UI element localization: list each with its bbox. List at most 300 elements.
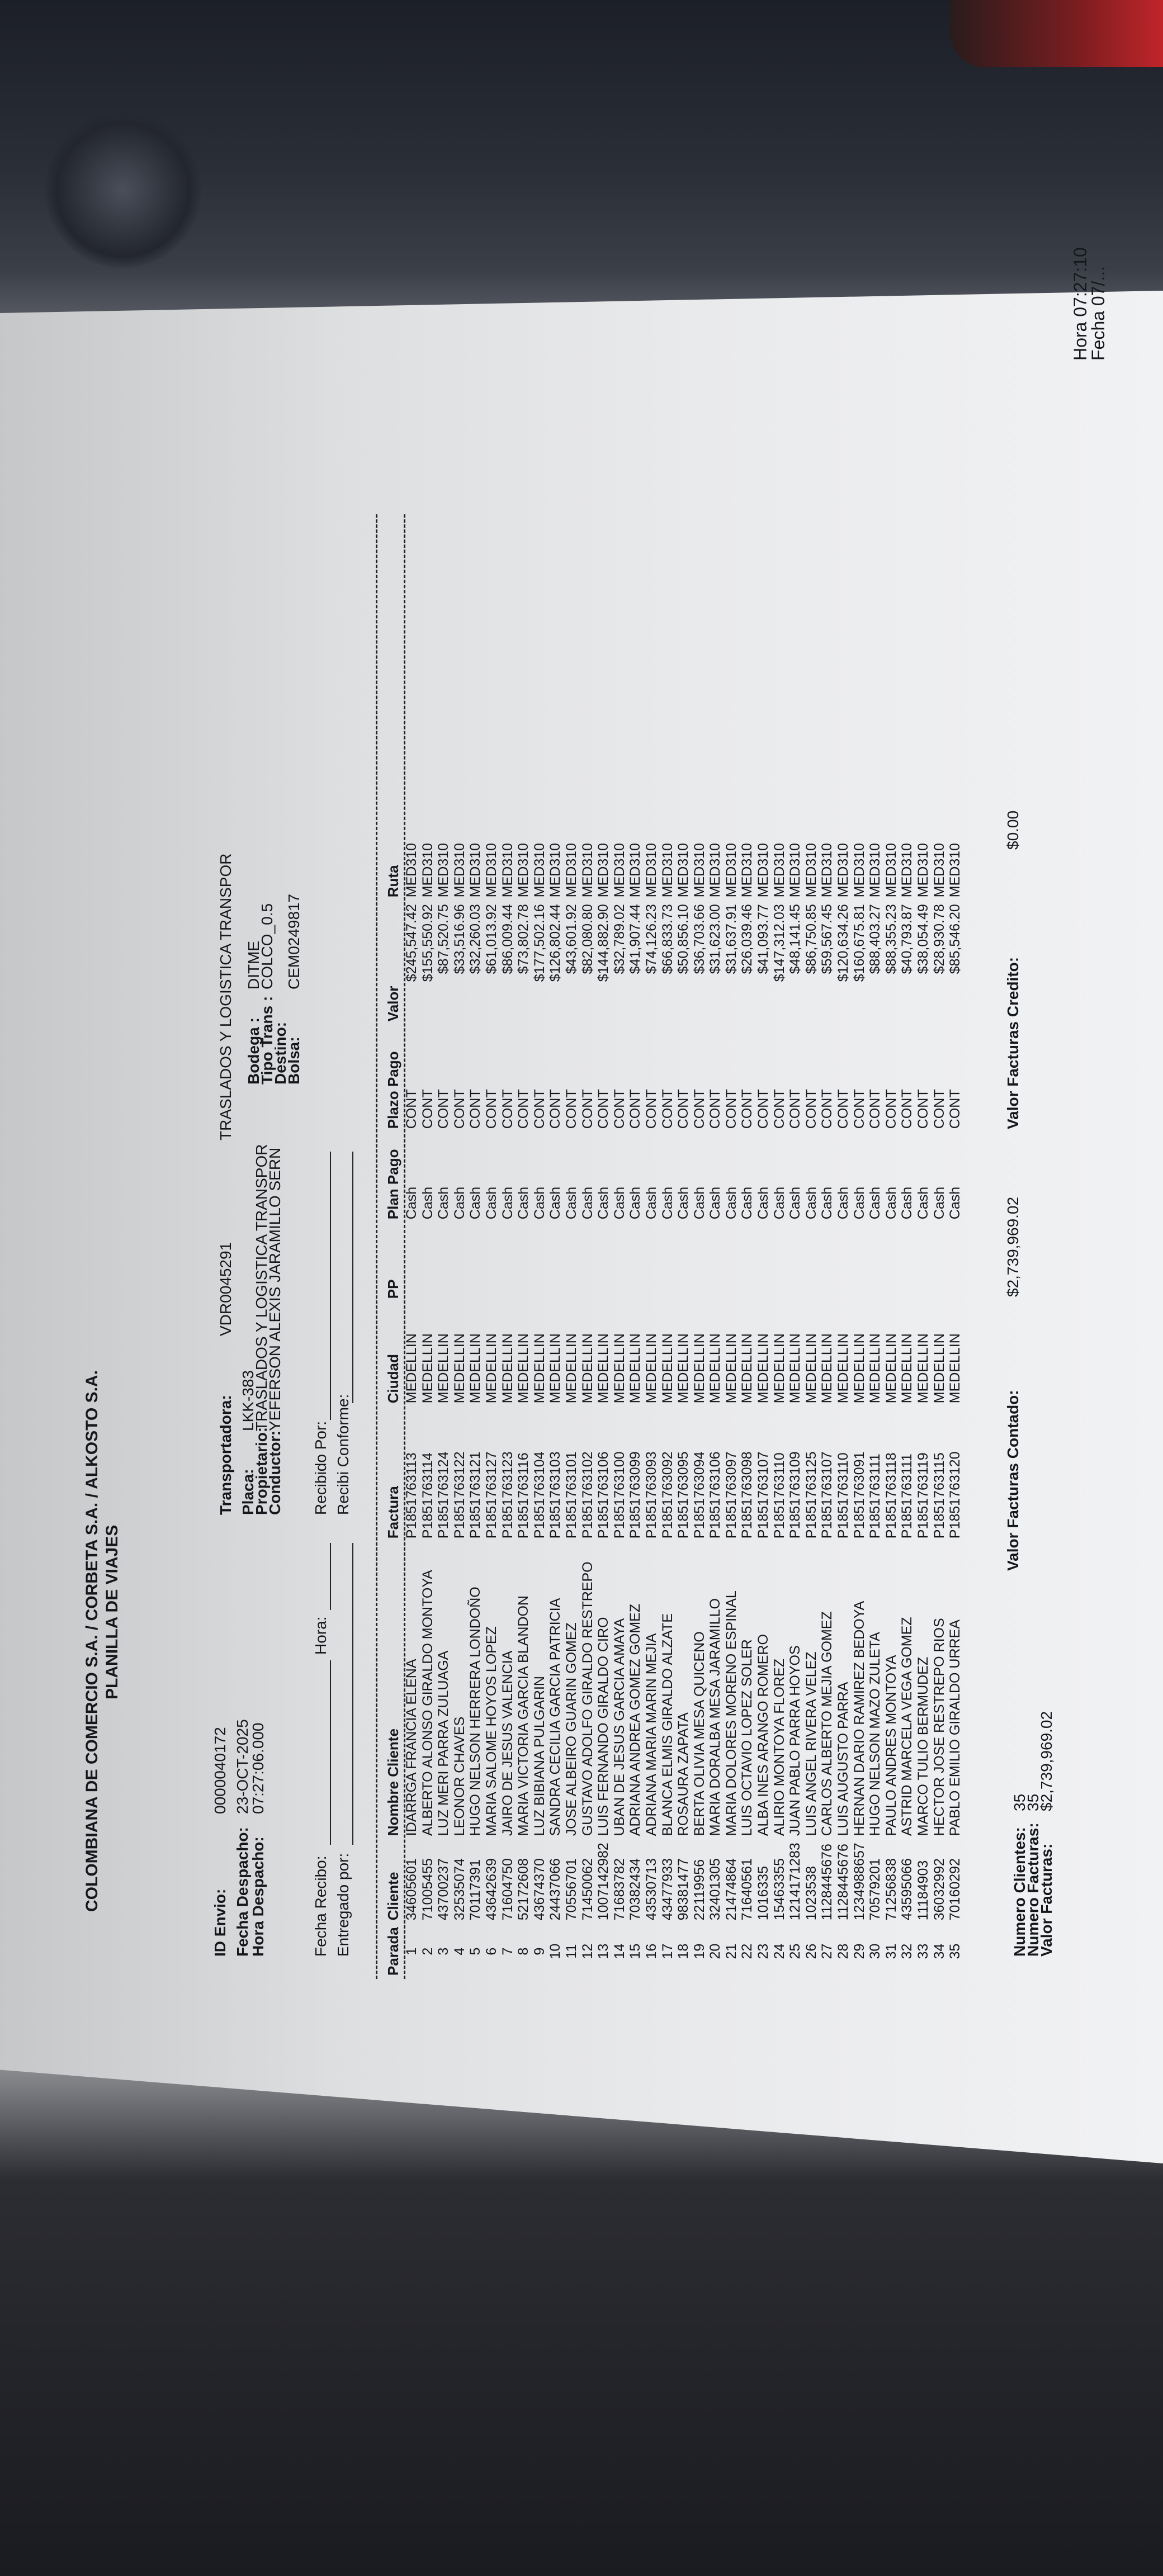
cell-plan-pago: Cash <box>467 1186 484 1220</box>
cell-pp <box>420 1223 436 1302</box>
table-row <box>467 816 484 1979</box>
cell-plazo-pago: CONT <box>563 1089 579 1129</box>
fecha-despacho-value: 23-OCT-2025 <box>234 1719 251 1814</box>
cell-pp <box>547 1223 564 1302</box>
cell-plazo-pago: CONT <box>883 1089 899 1129</box>
cell-ruta: MED310 <box>547 842 564 898</box>
cell-ciudad: MEDELLIN <box>883 1333 899 1404</box>
cell-nombre-cliente: CARLOS ALBERTO MEJIA GOMEZ <box>819 1611 835 1836</box>
column-header-factura: Factura <box>384 1486 401 1539</box>
cell-plazo-pago: CONT <box>803 1089 819 1129</box>
cell-cliente: 1016335 <box>755 1865 772 1921</box>
table-row <box>547 816 564 1979</box>
cell-ruta: MED310 <box>643 842 659 898</box>
cell-valor: $66,833.73 <box>659 904 675 974</box>
cell-pp <box>436 1223 452 1302</box>
cell-ruta: MED310 <box>531 842 547 898</box>
table-row <box>739 816 755 1979</box>
cell-plan-pago: Cash <box>404 1186 419 1220</box>
cell-cliente: 70160292 <box>947 1858 963 1921</box>
invoice-table <box>385 816 963 1979</box>
cell-pp <box>595 1223 612 1302</box>
cell-parada: 16 <box>643 1943 659 1959</box>
cell-parada: 5 <box>467 1947 484 1955</box>
cell-plan-pago: Cash <box>419 1186 436 1220</box>
cell-nombre-cliente: MARIA VICTORIA GARCIA BLANDON <box>516 1595 532 1836</box>
cell-pp <box>612 1223 628 1302</box>
cell-parada: 28 <box>835 1943 852 1959</box>
cell-plazo-pago: CONT <box>755 1089 772 1129</box>
cell-cliente: 15463355 <box>771 1858 787 1921</box>
cell-pp <box>660 1223 676 1302</box>
cell-factura: P1851763118 <box>883 1452 899 1539</box>
table-row <box>932 816 948 1979</box>
cell-nombre-cliente: MARIA DORALBA MESA JARAMILLO <box>707 1598 724 1836</box>
cell-plazo-pago: CONT <box>451 1089 467 1129</box>
cell-pp <box>724 1223 740 1302</box>
cell-parada: 24 <box>771 1943 787 1959</box>
cell-parada: 3 <box>436 1947 452 1955</box>
cell-pp <box>772 1223 788 1302</box>
cell-ciudad: MEDELLIN <box>947 1333 963 1404</box>
cell-nombre-cliente: HUGO NELSON MAZO ZULETA <box>867 1632 883 1836</box>
cell-ruta: MED310 <box>883 842 899 898</box>
cell-factura: P1851763107 <box>819 1451 835 1539</box>
destino-label: Destino: <box>272 1022 289 1085</box>
cell-ruta: MED310 <box>739 842 755 898</box>
cell-factura: P1851763109 <box>787 1451 803 1539</box>
cell-valor: $36,703.66 <box>691 904 707 974</box>
transportadora-code: VDR0045291 <box>217 1242 234 1336</box>
cell-plan-pago: Cash <box>931 1186 947 1220</box>
cell-parada: 33 <box>915 1943 931 1959</box>
cell-ciudad: MEDELLIN <box>723 1333 739 1404</box>
cell-ciudad: MEDELLIN <box>516 1333 532 1404</box>
cell-nombre-cliente: LUIS FERNANDO GIRALDO CIRO <box>595 1617 612 1836</box>
cell-valor: $87,520.75 <box>436 904 452 974</box>
cell-cliente: 11184903 <box>915 1860 931 1921</box>
cell-plazo-pago: CONT <box>707 1089 724 1129</box>
cell-plazo-pago: CONT <box>739 1089 755 1129</box>
cell-plan-pago: Cash <box>659 1186 675 1220</box>
cell-parada: 27 <box>819 1943 835 1959</box>
cell-nombre-cliente: LUIS AUGUSTO PARRA <box>835 1682 852 1836</box>
cell-ruta: MED310 <box>803 842 819 898</box>
column-header-parada: Parada <box>384 1927 401 1976</box>
cell-plan-pago: Cash <box>947 1186 963 1220</box>
cell-plan-pago: Cash <box>819 1186 835 1220</box>
cell-factura: P1851763095 <box>675 1451 692 1539</box>
cell-plazo-pago: CONT <box>787 1089 803 1129</box>
cell-pp <box>883 1223 900 1302</box>
cell-nombre-cliente: ALBERTO ALONSO GIRALDO MONTOYA <box>419 1570 436 1836</box>
cell-nombre-cliente: ADRIANA MARIA MARIN MEJIA <box>643 1633 659 1836</box>
cell-valor: $147,312.03 <box>771 904 787 982</box>
cell-plazo-pago: CONT <box>547 1089 564 1129</box>
cell-factura: P1851763104 <box>531 1451 547 1539</box>
cell-parada: 22 <box>739 1943 755 1959</box>
cell-pp <box>516 1223 532 1302</box>
cell-factura: P1851763091 <box>851 1451 867 1539</box>
transportadora-name: TRASLADOS Y LOGISTICA TRANSPOR <box>217 853 234 1140</box>
cell-ruta: MED310 <box>723 842 739 898</box>
cell-plazo-pago: CONT <box>867 1089 883 1129</box>
cell-nombre-cliente: SANDRA CECILIA GARCIA PATRICIA <box>547 1598 564 1836</box>
cell-parada: 35 <box>947 1943 963 1959</box>
table-row <box>947 816 963 1979</box>
cell-cliente: 71450062 <box>579 1858 595 1921</box>
cell-plazo-pago: CONT <box>771 1089 787 1129</box>
table-row <box>532 816 548 1979</box>
cell-cliente: 43674370 <box>531 1858 547 1921</box>
cell-valor: $33,516.96 <box>451 904 467 974</box>
cell-ruta: MED310 <box>563 842 579 898</box>
cell-plazo-pago: CONT <box>851 1089 867 1129</box>
cell-valor: $38,054.49 <box>915 904 931 974</box>
cell-cliente: 36032992 <box>931 1858 947 1921</box>
table-row <box>452 816 468 1979</box>
cell-parada: 11 <box>563 1944 579 1959</box>
cell-parada: 10 <box>547 1943 564 1959</box>
cell-valor: $126,802.44 <box>547 904 564 982</box>
cell-plazo-pago: CONT <box>819 1089 835 1129</box>
bolsa-value: CEM0249817 <box>285 893 302 989</box>
cell-nombre-cliente: UBAN DE JESUS GARCIA AMAYA <box>611 1618 627 1836</box>
cell-cliente: 1214171283 <box>787 1843 803 1921</box>
cell-valor: $41,907.44 <box>627 904 644 974</box>
cell-plan-pago: Cash <box>675 1186 692 1220</box>
cell-plan-pago: Cash <box>436 1186 452 1220</box>
cell-nombre-cliente: MARIA SALOME HOYOS LOPEZ <box>483 1626 499 1836</box>
cell-plan-pago: Cash <box>899 1186 915 1220</box>
cell-nombre-cliente: ALIRIO MONTOYA FLOREZ <box>771 1659 787 1836</box>
credito-label: Valor Facturas Credito: <box>1004 956 1022 1129</box>
cell-valor: $86,750.85 <box>803 904 819 974</box>
cell-ruta: MED310 <box>579 842 595 898</box>
cell-ciudad: MEDELLIN <box>436 1333 452 1404</box>
table-row <box>595 816 612 1979</box>
cell-ruta: MED310 <box>659 842 675 898</box>
cell-ciudad: MEDELLIN <box>483 1333 499 1404</box>
cell-parada: 34 <box>931 1943 947 1959</box>
cell-ciudad: MEDELLIN <box>915 1333 931 1404</box>
cell-pp <box>532 1223 548 1302</box>
cell-cliente: 1023538 <box>803 1865 819 1921</box>
id-envio-value: 0000040172 <box>211 1727 229 1814</box>
background-object-red <box>951 0 1163 67</box>
table-row <box>772 816 788 1979</box>
cell-parada: 14 <box>611 1943 627 1959</box>
table-row <box>899 816 915 1979</box>
cell-factura: P1851763111 <box>899 1453 915 1539</box>
cell-valor: $85,546.20 <box>947 904 963 974</box>
hora-despacho-label: Hora Despacho: <box>249 1836 267 1957</box>
cell-factura: P1851763093 <box>643 1451 659 1539</box>
cell-ruta: MED310 <box>787 842 803 898</box>
bodega-value: DITME <box>245 940 262 989</box>
cell-valor: $245,547.42 <box>404 904 419 982</box>
cell-factura: P1851763097 <box>723 1451 739 1539</box>
cell-ciudad: MEDELLIN <box>404 1333 419 1404</box>
cell-factura: P1851763103 <box>547 1451 564 1539</box>
cell-cliente: 70556701 <box>563 1858 579 1921</box>
cell-factura: P1851763106 <box>595 1451 612 1539</box>
cell-parada: 20 <box>707 1943 724 1959</box>
cell-pp <box>707 1223 724 1302</box>
cell-plazo-pago: CONT <box>611 1089 627 1129</box>
cell-ciudad: MEDELLIN <box>627 1333 644 1404</box>
cell-valor: $41,093.77 <box>755 904 772 974</box>
cell-ruta: MED310 <box>595 842 612 898</box>
cell-parada: 25 <box>787 1943 803 1959</box>
cell-parada: 6 <box>483 1947 499 1955</box>
cell-factura: P1851763121 <box>467 1451 484 1539</box>
cell-valor: $32,260.03 <box>467 904 484 974</box>
cell-cliente: 71256838 <box>883 1858 899 1921</box>
cell-nombre-cliente: BLANCA ELMIS GIRALDO ALZATE <box>659 1613 675 1836</box>
cell-nombre-cliente: HECTOR JOSE RESTREPO RIOS <box>931 1618 947 1836</box>
cell-factura: P1851763127 <box>483 1451 499 1539</box>
cell-factura: P1851763101 <box>563 1451 579 1539</box>
cell-ciudad: MEDELLIN <box>499 1333 516 1404</box>
cell-ciudad: MEDELLIN <box>419 1333 436 1404</box>
cell-pp <box>852 1223 868 1302</box>
table-row <box>436 816 452 1979</box>
cell-ruta: MED310 <box>516 842 532 898</box>
cell-cliente: 1007142982 <box>595 1843 612 1921</box>
cell-cliente: 70579201 <box>867 1858 883 1921</box>
cell-ruta: MED310 <box>771 842 787 898</box>
cell-ruta: MED310 <box>931 842 947 898</box>
cell-valor: $61,013.92 <box>483 904 499 974</box>
cell-factura: P1851763102 <box>579 1451 595 1539</box>
cell-parada: 7 <box>499 1947 516 1955</box>
table-row <box>675 816 692 1979</box>
bodega-label: Bodega : <box>245 1017 262 1085</box>
cell-ruta: MED310 <box>819 842 835 898</box>
cell-pp <box>819 1223 835 1302</box>
cell-factura: P1851763114 <box>419 1452 436 1539</box>
hora-despacho-value: 07:27:06.000 <box>249 1722 267 1814</box>
hora-label: Hora: <box>312 1616 329 1655</box>
cell-factura: P1851763123 <box>499 1451 516 1539</box>
bolsa-label: Bolsa: <box>285 1036 302 1085</box>
cell-ciudad: MEDELLIN <box>579 1333 595 1404</box>
cell-parada: 26 <box>803 1943 819 1959</box>
cell-factura: P1851763100 <box>611 1451 627 1539</box>
cell-nombre-cliente: PABLO EMILIO GIRALDO URREA <box>947 1620 963 1836</box>
cell-ciudad: MEDELLIN <box>867 1333 883 1404</box>
table-row <box>516 816 532 1979</box>
cell-plazo-pago: CONT <box>516 1089 532 1129</box>
table-row <box>612 816 628 1979</box>
cell-pp <box>755 1223 772 1302</box>
recibido-por-label: Recibido Por: <box>312 1420 329 1515</box>
cell-cliente: 1234988657 <box>851 1843 867 1921</box>
cell-plan-pago: Cash <box>771 1186 787 1220</box>
planilla-document <box>50 247 1113 2147</box>
cell-ciudad: MEDELLIN <box>691 1333 707 1404</box>
cell-nombre-cliente: JUAN PABLO PARRA HOYOS <box>787 1645 803 1836</box>
cell-ciudad: MEDELLIN <box>835 1333 852 1404</box>
cell-plazo-pago: CONT <box>419 1089 436 1129</box>
cell-cliente: 22119956 <box>691 1859 707 1921</box>
fecha-recibo-label: Fecha Recibo: <box>312 1855 329 1957</box>
cell-plan-pago: Cash <box>755 1186 772 1220</box>
cell-ruta: MED310 <box>627 842 644 898</box>
cell-pp <box>404 1223 420 1302</box>
cell-plazo-pago: CONT <box>579 1089 595 1129</box>
column-header-ruta: Ruta <box>384 865 401 898</box>
cell-ciudad: MEDELLIN <box>643 1333 659 1404</box>
cell-ciudad: MEDELLIN <box>739 1333 755 1404</box>
cell-nombre-cliente: ROSAURA ZAPATA <box>675 1712 692 1836</box>
cell-ciudad: MEDELLIN <box>803 1333 819 1404</box>
table-row <box>755 816 772 1979</box>
cell-pp <box>867 1223 883 1302</box>
column-header-plazo-pago: Plazo Pago <box>384 1051 401 1129</box>
cell-pp <box>692 1223 708 1302</box>
cell-ciudad: MEDELLIN <box>451 1333 467 1404</box>
cell-plan-pago: Cash <box>483 1186 499 1220</box>
column-header-plan-pago: Plan Pago <box>384 1149 401 1220</box>
cell-valor: $31,637.91 <box>723 904 739 974</box>
table-row <box>707 816 724 1979</box>
cell-plan-pago: Cash <box>691 1186 707 1220</box>
cell-valor: $160,675.81 <box>851 904 867 982</box>
cell-plazo-pago: CONT <box>915 1089 931 1129</box>
cell-cliente: 32535074 <box>451 1858 467 1921</box>
cell-valor: $73,802.78 <box>516 904 532 974</box>
cell-factura: P1851763113 <box>404 1452 419 1539</box>
cell-pp <box>803 1223 820 1302</box>
cell-parada: 29 <box>851 1943 867 1959</box>
table-row <box>915 816 932 1979</box>
cell-plazo-pago: CONT <box>947 1089 963 1129</box>
cell-nombre-cliente: ALBA INES ARANGO ROMERO <box>755 1634 772 1836</box>
valor-facturas-value: $2,739,969.02 <box>1038 1711 1055 1811</box>
cell-pp <box>484 1223 500 1302</box>
cell-nombre-cliente: LUZ MERI PARRA ZULUAGA <box>436 1650 452 1836</box>
cell-plan-pago: Cash <box>563 1186 579 1220</box>
cell-nombre-cliente: GUSTAVO ADOLFO GIRALDO RESTREPO <box>579 1561 595 1836</box>
cell-cliente: 98381477 <box>675 1858 692 1921</box>
cell-ruta: MED310 <box>835 842 852 898</box>
table-row <box>883 816 900 1979</box>
cell-pp <box>947 1223 963 1302</box>
cell-ruta: MED310 <box>675 842 692 898</box>
cell-cliente: 71005455 <box>419 1858 436 1921</box>
cell-nombre-cliente: IDARRGA FRANCIA ELENA <box>404 1659 419 1836</box>
cell-pp <box>644 1223 660 1302</box>
cell-nombre-cliente: LUZ BIBIANA PULGARIN <box>531 1676 547 1836</box>
cell-ruta: MED310 <box>419 842 436 898</box>
table-row <box>835 816 852 1979</box>
document-title: PLANILLA DE VIAJES <box>103 1524 121 1699</box>
table-row <box>404 816 420 1979</box>
cell-plan-pago: Cash <box>867 1186 883 1220</box>
company-title: COLOMBIANA DE COMERCIO S.A. / CORBETA S.A. / ALKOSTO S.A. <box>83 1370 101 1912</box>
entregado-por-line <box>352 1543 353 1845</box>
cell-parada: 12 <box>579 1943 595 1959</box>
recibido-por-line <box>330 1152 331 1420</box>
cell-ruta: MED310 <box>499 842 516 898</box>
cell-nombre-cliente: JAIRO DE JESUS VALENCIA <box>499 1650 516 1836</box>
cell-parada: 18 <box>675 1943 692 1959</box>
cell-ciudad: MEDELLIN <box>851 1333 867 1404</box>
cell-plazo-pago: CONT <box>723 1089 739 1129</box>
valor-facturas-label: Valor Facturas: <box>1038 1843 1055 1957</box>
cell-valor: $86,009.44 <box>499 904 516 974</box>
cell-ciudad: MEDELLIN <box>675 1333 692 1404</box>
cell-factura: P1851763092 <box>659 1451 675 1539</box>
cell-cliente: 70382434 <box>627 1858 644 1921</box>
cell-pp <box>899 1223 915 1302</box>
cell-nombre-cliente: PAULO ANDRES MONTOYA <box>883 1655 899 1836</box>
cell-valor: $48,141.45 <box>787 904 803 974</box>
recibi-conforme-label: Recibi Conforme: <box>334 1394 352 1515</box>
cell-plazo-pago: CONT <box>627 1089 644 1129</box>
cell-cliente: 34605601 <box>404 1858 419 1921</box>
cell-valor: $120,634.26 <box>835 904 852 982</box>
cell-plazo-pago: CONT <box>404 1089 419 1129</box>
cell-factura: P1851763094 <box>691 1451 707 1539</box>
cell-ruta: MED310 <box>755 842 772 898</box>
cell-cliente: 32401305 <box>707 1858 724 1921</box>
cell-nombre-cliente: LUIS ANGEL RIVERA VELEZ <box>803 1651 819 1836</box>
cell-valor: $40,793.87 <box>899 904 915 974</box>
cell-plan-pago: Cash <box>611 1186 627 1220</box>
cell-parada: 8 <box>516 1947 532 1955</box>
cell-ciudad: MEDELLIN <box>707 1333 724 1404</box>
table-row <box>627 816 644 1979</box>
cell-plan-pago: Cash <box>499 1186 516 1220</box>
cell-cliente: 43700237 <box>436 1858 452 1921</box>
placa-label: Placa: <box>239 1469 257 1515</box>
cell-ciudad: MEDELLIN <box>787 1333 803 1404</box>
cell-factura: P1851763098 <box>739 1451 755 1539</box>
table-row <box>500 816 516 1979</box>
cell-plazo-pago: CONT <box>531 1089 547 1129</box>
cell-ruta: MED310 <box>611 842 627 898</box>
cell-parada: 31 <box>883 1943 899 1959</box>
cell-cliente: 1128445676 <box>819 1844 835 1921</box>
cell-pp <box>915 1223 932 1302</box>
cell-ciudad: MEDELLIN <box>531 1333 547 1404</box>
cell-plan-pago: Cash <box>739 1186 755 1220</box>
cell-pp <box>787 1223 803 1302</box>
cell-valor: $26,039.46 <box>739 904 755 974</box>
cell-plan-pago: Cash <box>787 1186 803 1220</box>
cell-plazo-pago: CONT <box>499 1089 516 1129</box>
cell-plan-pago: Cash <box>643 1186 659 1220</box>
recibi-conforme-line <box>352 1152 353 1403</box>
cell-nombre-cliente: HUGO NELSON HERRERA LONDOÑO <box>467 1587 484 1836</box>
cell-factura: P1851763107 <box>755 1451 772 1539</box>
column-header-cliente: Cliente <box>384 1872 401 1921</box>
cell-parada: 17 <box>659 1943 675 1959</box>
cell-factura: P1851763124 <box>436 1451 452 1539</box>
cell-valor: $88,403.27 <box>867 904 883 974</box>
cell-factura: P1851763116 <box>516 1452 532 1539</box>
cell-ciudad: MEDELLIN <box>899 1333 915 1404</box>
cell-ruta: MED310 <box>899 842 915 898</box>
numero-facturas-label: Numero Facturas: <box>1024 1822 1042 1957</box>
numero-clientes-label: Numero Clientes: <box>1011 1827 1028 1957</box>
cell-valor: $59,567.45 <box>819 904 835 974</box>
cell-ruta: MED310 <box>691 842 707 898</box>
cell-parada: 4 <box>451 1947 467 1955</box>
